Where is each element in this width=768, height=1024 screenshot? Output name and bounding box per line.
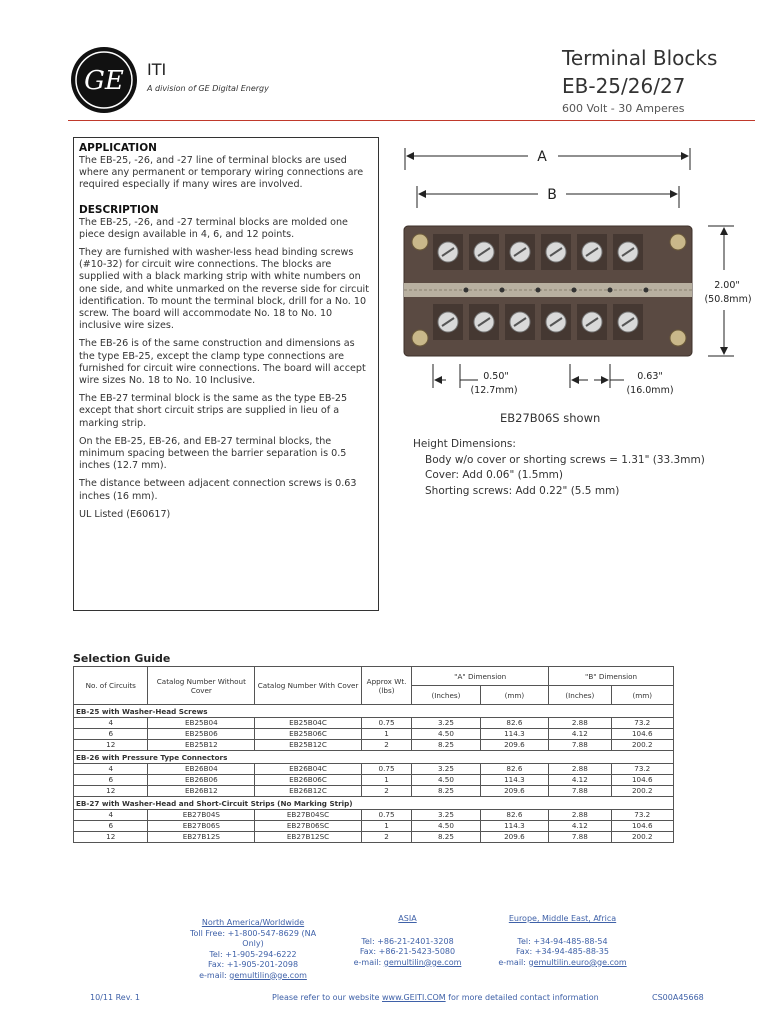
mounting-screw-icon — [412, 234, 428, 250]
height-dimension-line: Cover: Add 0.06" (1.5mm) — [425, 469, 563, 481]
contact-fax: Fax: +1-905-201-2098 — [207, 960, 299, 969]
footer-website-link[interactable]: www.GEITI.COM — [382, 993, 446, 1002]
description-paragraph: The distance between adjacent connection screws is 0.63 inches (16 mm). — [79, 478, 357, 502]
table-cell: 0.75 — [361, 718, 411, 729]
contact-fax: Fax: +34-94-485-88-35 — [516, 947, 609, 956]
table-cell: 2.88 — [549, 764, 611, 775]
table-group-name: EB-27 with Washer-Head and Short-Circuit Strips (No Marking Strip) — [74, 797, 674, 810]
table-cell: 1 — [361, 775, 411, 786]
table-cell: 200.2 — [611, 832, 673, 843]
table-cell: EB25B06 — [148, 729, 255, 740]
table-cell: EB27B12S — [148, 832, 255, 843]
table-cell: 82.6 — [480, 718, 548, 729]
table-cell: 6 — [74, 775, 148, 786]
description-paragraph: UL Listed (E60617) — [79, 508, 171, 520]
table-cell: EB26B04 — [148, 764, 255, 775]
table-cell: EB27B04SC — [255, 810, 362, 821]
table-cell: 12 — [74, 740, 148, 751]
contact-email-link[interactable]: gemultilin.euro@ge.com — [528, 957, 627, 967]
table-cell: 7.88 — [549, 740, 611, 751]
table-cell: 4.12 — [549, 821, 611, 832]
table-cell: EB27B06S — [148, 821, 255, 832]
table-cell: 73.2 — [611, 764, 673, 775]
table-cell: 0.75 — [361, 764, 411, 775]
strip-hole — [536, 288, 541, 293]
table-cell: EB25B12C — [255, 740, 362, 751]
description-box — [73, 137, 379, 611]
table-cell: 7.88 — [549, 832, 611, 843]
contact-tel: Tel: +34-94-485-88-54 — [517, 936, 608, 946]
description-paragraph: They are furnished with washer-less head binding screws (#10-32) for circuit wire connections. The blocks are supplied with a black marking strip with white numbers on one side, and white unmarked on the reverse side for circuit identification. To mount the terminal block, drill for a No. 10 screw. The board will accommodate No. 18 to No. 10 inclusive wire sizes. — [79, 247, 369, 332]
table-row — [74, 729, 674, 740]
table-cell: 2 — [361, 786, 411, 797]
table-cell: 2.88 — [549, 718, 611, 729]
height-dimension-line: Body w/o cover or shorting screws = 1.31" (33.3mm) — [425, 453, 705, 466]
ge-logo-text: GE — [84, 66, 124, 96]
table-cell: 114.3 — [480, 821, 548, 832]
description-paragraph: The EB-26 is of the same construction and dimensions as the type EB-25, except the clamp type connections are furnished for circuit wire connections. The board will accept wire sizes No. 18 to No. 10 Inclusive. — [79, 338, 366, 387]
table-cell: 0.75 — [361, 810, 411, 821]
table-cell: 104.6 — [611, 775, 673, 786]
table-group-row — [74, 751, 674, 764]
page-title: Terminal Blocks — [562, 46, 718, 70]
height-inches: 2.00" — [714, 280, 740, 291]
description-paragraph: The EB-27 terminal block is the same as the type EB-25 except that short circuit strips are supplied in lieu of a marking strip. — [79, 393, 348, 429]
brand-tagline: A division of GE Digital Energy — [147, 84, 269, 93]
contact-asia — [340, 914, 475, 968]
table-cell: 4 — [74, 764, 148, 775]
height-dimensions — [413, 437, 705, 499]
table-cell: EB27B12SC — [255, 832, 362, 843]
footer-refer-after: for more detailed contact information — [445, 993, 599, 1002]
table-cell: EB26B06 — [148, 775, 255, 786]
table-cell: EB25B04C — [255, 718, 362, 729]
table-row — [74, 821, 674, 832]
description-paragraph: The EB-25, -26, and -27 terminal blocks are molded one piece design available in 4, 6, and 12 points. — [79, 216, 348, 240]
table-cell: 3.25 — [412, 810, 480, 821]
screw-spacing-mm: (16.0mm) — [626, 385, 674, 396]
table-cell: 12 — [74, 786, 148, 797]
contact-email-label: e-mail: — [498, 957, 529, 967]
selection-guide-title: Selection Guide — [73, 652, 171, 665]
table-cell: 6 — [74, 821, 148, 832]
table-cell: 1 — [361, 821, 411, 832]
description-heading: DESCRIPTION — [79, 203, 159, 216]
footer-doc-code: CS00A45668 — [652, 993, 704, 1002]
table-cell: 2.88 — [549, 810, 611, 821]
screw-spacing-inches: 0.63" — [637, 371, 663, 382]
footer-revision: 10/11 Rev. 1 — [90, 993, 141, 1002]
contact-north-america — [178, 918, 328, 981]
header-circuits: No. of Circuits — [74, 667, 148, 705]
brand-name: ITI — [147, 60, 167, 79]
table-cell: 73.2 — [611, 718, 673, 729]
table-row — [74, 740, 674, 751]
contact-region-link[interactable]: ASIA — [398, 914, 417, 923]
mounting-screw-icon — [670, 330, 686, 346]
table-cell: 73.2 — [611, 810, 673, 821]
table-cell: 4.12 — [549, 775, 611, 786]
height-dimension-line: Shorting screws: Add 0.22" (5.5 mm) — [425, 484, 620, 497]
table-cell: 3.25 — [412, 764, 480, 775]
terminal-block-figure — [398, 140, 758, 430]
ge-logo-icon — [70, 46, 138, 114]
table-row — [74, 764, 674, 775]
table-cell: 4 — [74, 810, 148, 821]
table-cell: 4.50 — [412, 729, 480, 740]
header-with-cover: Catalog Number With Cover — [255, 667, 362, 705]
description-paragraph: On the EB-25, EB-26, and EB-27 terminal blocks, the minimum spacing between the barrier separation is 0.5 inches (12.7 mm). — [79, 435, 347, 472]
barrier-spacing-inches: 0.50" — [483, 371, 509, 382]
table-cell: 2 — [361, 740, 411, 751]
selection-guide-table — [73, 666, 674, 843]
header-b-inches: (Inches) — [549, 686, 611, 705]
header-weight: Approx Wt. (lbs) — [361, 667, 411, 705]
contact-tel: Tel: +1-905-294-6222 — [209, 949, 297, 959]
mounting-screw-icon — [670, 234, 686, 250]
table-row — [74, 718, 674, 729]
contact-tel: Tel: +86-21-2401-3208 — [361, 936, 454, 946]
barrier-spacing-mm: (12.7mm) — [470, 385, 518, 396]
table-cell: 4.12 — [549, 729, 611, 740]
header-a-mm: (mm) — [480, 686, 548, 705]
table-cell: 4.50 — [412, 775, 480, 786]
header-b-dimension: "B" Dimension — [549, 667, 674, 686]
contact-email-link[interactable]: gemultilin@ge.com — [383, 957, 462, 967]
table-cell: 82.6 — [480, 764, 548, 775]
table-row — [74, 786, 674, 797]
table-cell: 114.3 — [480, 775, 548, 786]
table-row — [74, 832, 674, 843]
page-title-model: EB-25/26/27 — [562, 74, 686, 98]
table-cell: 8.25 — [412, 786, 480, 797]
mounting-screw-icon — [412, 330, 428, 346]
table-cell: 2 — [361, 832, 411, 843]
table-cell: EB25B12 — [148, 740, 255, 751]
table-cell: 8.25 — [412, 740, 480, 751]
header-b-mm: (mm) — [611, 686, 673, 705]
table-row — [74, 775, 674, 786]
header-without-cover: Catalog Number Without Cover — [148, 667, 255, 705]
table-cell: EB26B04C — [255, 764, 362, 775]
application-heading: APPLICATION — [79, 142, 157, 154]
contact-region-link[interactable]: Europe, Middle East, Africa — [508, 914, 617, 923]
table-cell: 209.6 — [480, 740, 548, 751]
header-a-dimension: "A" Dimension — [412, 667, 549, 686]
page-subtitle: 600 Volt - 30 Amperes — [562, 102, 685, 115]
strip-hole — [608, 288, 613, 293]
contact-email-label: e-mail: — [199, 970, 230, 980]
table-cell: 8.25 — [412, 832, 480, 843]
table-cell: EB26B12 — [148, 786, 255, 797]
footer-refer-before: Please refer to our website — [272, 993, 383, 1002]
footer-refer — [272, 993, 599, 1002]
contact-email-link[interactable]: gemultilin@ge.com — [229, 970, 307, 980]
header-divider — [68, 120, 755, 121]
table-cell: 209.6 — [480, 832, 548, 843]
dimension-b-label: B — [547, 187, 557, 203]
strip-hole — [500, 288, 505, 293]
table-cell: 12 — [74, 832, 148, 843]
table-cell: 6 — [74, 729, 148, 740]
table-cell: EB26B06C — [255, 775, 362, 786]
table-cell: 104.6 — [611, 821, 673, 832]
strip-hole — [572, 288, 577, 293]
table-cell: EB27B06SC — [255, 821, 362, 832]
table-row — [74, 810, 674, 821]
table-cell: 200.2 — [611, 740, 673, 751]
shorting-strip — [404, 283, 692, 297]
table-cell: 104.6 — [611, 729, 673, 740]
table-cell: 1 — [361, 729, 411, 740]
table-cell: EB27B04S — [148, 810, 255, 821]
height-dimensions-title: Height Dimensions: — [413, 438, 516, 450]
contact-region-link[interactable]: North America/Worldwide — [201, 918, 305, 927]
table-cell: EB25B04 — [148, 718, 255, 729]
figure-caption: EB27B06S shown — [500, 411, 601, 425]
application-text: The EB-25, -26, and -27 line of terminal blocks are used where any permanent or temporary wiring connections are required especially if many wires are involved. — [79, 155, 364, 191]
contact-email-label: e-mail: — [353, 957, 384, 967]
table-cell: 3.25 — [412, 718, 480, 729]
table-group-name: EB-25 with Washer-Head Screws — [74, 705, 674, 718]
height-mm: (50.8mm) — [704, 294, 752, 305]
table-group-name: EB-26 with Pressure Type Connectors — [74, 751, 674, 764]
strip-hole — [644, 288, 649, 293]
table-cell: 200.2 — [611, 786, 673, 797]
table-cell: 4 — [74, 718, 148, 729]
table-cell: EB25B06C — [255, 729, 362, 740]
dimension-a-label: A — [537, 149, 547, 165]
table-cell: 7.88 — [549, 786, 611, 797]
strip-hole — [464, 288, 469, 293]
contact-toll-free: Toll Free: +1-800-547-8629 (NA Only) — [189, 928, 317, 948]
table-cell: 4.50 — [412, 821, 480, 832]
table-cell: 114.3 — [480, 729, 548, 740]
table-cell: EB26B12C — [255, 786, 362, 797]
table-group-row — [74, 705, 674, 718]
contact-europe — [490, 914, 635, 968]
header-a-inches: (Inches) — [412, 686, 480, 705]
table-group-row — [74, 797, 674, 810]
contact-fax: Fax: +86-21-5423-5080 — [359, 947, 456, 956]
table-cell: 82.6 — [480, 810, 548, 821]
table-cell: 209.6 — [480, 786, 548, 797]
